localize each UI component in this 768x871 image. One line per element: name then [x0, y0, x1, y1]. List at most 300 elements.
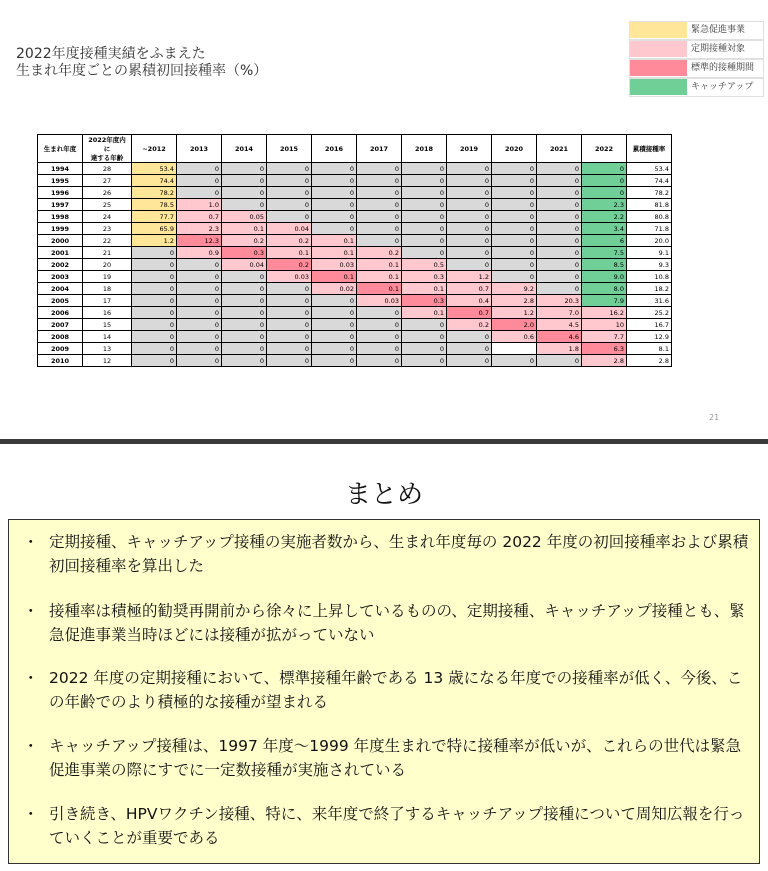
rate-cell: 0	[177, 259, 222, 271]
rate-cell: 0.04	[222, 259, 267, 271]
rate-cell: 0.04	[267, 223, 312, 235]
age-cell: 27	[83, 175, 132, 187]
rate-cell: 0	[312, 343, 357, 355]
cumulative-rate-cell: 80.8	[627, 211, 672, 223]
rate-cell: 0	[492, 211, 537, 223]
rate-cell: 0	[177, 283, 222, 295]
legend-swatch	[630, 41, 687, 57]
rate-cell: 0	[222, 271, 267, 283]
rate-cell: 0.1	[402, 307, 447, 319]
rate-cell: 0.03	[312, 259, 357, 271]
rate-cell: 0	[582, 187, 627, 199]
rate-cell: 8.5	[582, 259, 627, 271]
rate-cell: 0	[537, 247, 582, 259]
column-header: 2015	[267, 135, 312, 163]
vaccination-rate-table	[37, 134, 672, 367]
age-cell: 25	[83, 199, 132, 211]
rate-cell: 0	[132, 271, 177, 283]
rate-cell: 0	[312, 199, 357, 211]
rate-cell: 0	[267, 199, 312, 211]
rate-cell: 8.0	[582, 283, 627, 295]
rate-cell: 0.1	[267, 247, 312, 259]
legend-label: キャッチアップ	[691, 82, 754, 92]
column-header: 2014	[222, 135, 267, 163]
rate-cell: 0	[537, 223, 582, 235]
rate-cell: 7.9	[582, 295, 627, 307]
rate-cell: 0	[132, 247, 177, 259]
rate-cell: 0	[402, 355, 447, 367]
bullet-text: 定期接種、キャッチアップ接種の実施者数から、生まれ年度毎の 2022 年度の初回接種率および累積初回接種率を算出した	[49, 533, 749, 575]
legend-label: 標準的接種期間	[691, 63, 755, 73]
rate-cell: 2.3	[177, 223, 222, 235]
rate-cell: 4.5	[537, 319, 582, 331]
rate-cell: 77.7	[132, 211, 177, 223]
rate-cell: 0.02	[312, 283, 357, 295]
rate-cell: 0	[447, 163, 492, 175]
summary-title: まとめ	[344, 480, 423, 510]
rate-cell: 0	[447, 235, 492, 247]
rate-cell: 0	[132, 283, 177, 295]
rate-cell: 2.8	[492, 295, 537, 307]
rate-cell: 0	[402, 211, 447, 223]
rate-cell: 0	[402, 247, 447, 259]
column-header: 2020	[492, 135, 537, 163]
rate-cell: 0	[537, 283, 582, 295]
rate-cell: 65.9	[132, 223, 177, 235]
rate-cell: 2.0	[492, 319, 537, 331]
cumulative-rate-cell: 74.4	[627, 175, 672, 187]
bullet-dot: ・	[23, 533, 39, 551]
cumulative-rate-cell: 12.9	[627, 331, 672, 343]
bullet-text: キャッチアップ接種は、1997 年度～1999 年度生まれで特に接種率が低いが、これらの世代は緊急促進事業の際にすでに一定数接種が実施されている	[49, 737, 742, 779]
rate-cell: 0	[357, 163, 402, 175]
cumulative-rate-cell: 81.8	[627, 199, 672, 211]
rate-cell: 0.2	[357, 247, 402, 259]
legend	[629, 21, 764, 97]
rate-cell: 1.2	[132, 235, 177, 247]
rate-cell: 0.03	[267, 271, 312, 283]
birth-year-cell: 2010	[38, 355, 83, 367]
page-number: 21	[709, 413, 720, 422]
age-cell: 16	[83, 307, 132, 319]
birth-year-cell: 2005	[38, 295, 83, 307]
rate-cell: 0	[447, 199, 492, 211]
rate-cell: 0.7	[447, 307, 492, 319]
rate-cell: 0	[537, 259, 582, 271]
rate-cell: 0.1	[312, 235, 357, 247]
rate-cell: 0	[357, 187, 402, 199]
legend-item	[629, 21, 764, 40]
rate-cell: 0	[402, 199, 447, 211]
rate-cell: 4.6	[537, 331, 582, 343]
table-row	[38, 175, 672, 187]
rate-cell: 0	[447, 331, 492, 343]
rate-cell: 1.0	[177, 199, 222, 211]
rate-cell: 0	[222, 319, 267, 331]
rate-cell: 0	[492, 199, 537, 211]
rate-cell: 0	[222, 187, 267, 199]
rate-cell: 0	[177, 343, 222, 355]
rate-cell: 0	[492, 235, 537, 247]
table-body	[38, 163, 672, 367]
rate-cell: 6.3	[582, 343, 627, 355]
rate-cell: 0	[222, 199, 267, 211]
table-row	[38, 343, 672, 355]
rate-cell: 0	[222, 307, 267, 319]
age-cell: 19	[83, 271, 132, 283]
rate-cell: 0.03	[357, 295, 402, 307]
rate-cell: 1.2	[447, 271, 492, 283]
rate-cell: 0	[312, 175, 357, 187]
rate-cell: 0	[267, 319, 312, 331]
rate-cell: 0.2	[267, 235, 312, 247]
bullet-dot: ・	[23, 737, 39, 755]
rate-cell: 0	[267, 211, 312, 223]
rate-cell: 0	[402, 175, 447, 187]
rate-cell: 0	[312, 307, 357, 319]
rate-cell: 2.3	[582, 199, 627, 211]
rate-cell: 0	[492, 259, 537, 271]
rate-cell: 0	[222, 175, 267, 187]
rate-cell: 0	[447, 187, 492, 199]
age-cell: 21	[83, 247, 132, 259]
column-header: 2017	[357, 135, 402, 163]
rate-cell: 0	[132, 295, 177, 307]
birth-year-cell: 2004	[38, 283, 83, 295]
rate-cell: 1.8	[537, 343, 582, 355]
rate-cell: 0	[402, 235, 447, 247]
rate-cell: 0	[357, 211, 402, 223]
table-row	[38, 211, 672, 223]
rate-cell: 0	[537, 175, 582, 187]
rate-cell: 0	[447, 223, 492, 235]
cumulative-rate-cell: 31.6	[627, 295, 672, 307]
rate-cell: 0	[222, 343, 267, 355]
rate-cell: 0.5	[402, 259, 447, 271]
rate-cell: 0.2	[222, 235, 267, 247]
rate-cell: 0	[357, 175, 402, 187]
rate-cell: 0.1	[357, 283, 402, 295]
rate-cell: 0	[177, 187, 222, 199]
rate-cell: 0	[312, 331, 357, 343]
rate-cell: 0.1	[312, 271, 357, 283]
rate-cell: 0	[357, 319, 402, 331]
rate-cell: 0	[177, 331, 222, 343]
rate-cell: 0.7	[447, 283, 492, 295]
birth-year-cell: 1999	[38, 223, 83, 235]
rate-cell: 78.2	[132, 187, 177, 199]
rate-cell: 0	[312, 163, 357, 175]
table-row	[38, 235, 672, 247]
rate-cell: 1.2	[492, 307, 537, 319]
rate-cell: 0.1	[222, 223, 267, 235]
table-row	[38, 331, 672, 343]
bullet-text: 接種率は積極的勧奨再開前から徐々に上昇しているものの、定期接種、キャッチアップ接種とも、緊急促進事業当時ほどには接種が拡がっていない	[49, 602, 745, 644]
rate-cell: 16.2	[582, 307, 627, 319]
cumulative-rate-cell: 10.8	[627, 271, 672, 283]
rate-cell: 0	[132, 343, 177, 355]
rate-cell: 74.4	[132, 175, 177, 187]
age-cell: 22	[83, 235, 132, 247]
birth-year-cell: 2009	[38, 343, 83, 355]
rate-cell: 0	[267, 307, 312, 319]
table-row	[38, 259, 672, 271]
age-cell: 24	[83, 211, 132, 223]
rate-cell: 0	[537, 235, 582, 247]
title-line-2: 生まれ年度ごとの累積初回接種率（%）	[16, 63, 268, 79]
rate-cell: 0	[357, 235, 402, 247]
rate-cell: 0	[312, 355, 357, 367]
rate-cell: 0	[447, 211, 492, 223]
rate-cell: 3.4	[582, 223, 627, 235]
rate-cell: 0.3	[402, 295, 447, 307]
legend-item	[629, 59, 764, 78]
bullet-text: 引き続き、HPVワクチン接種、特に、来年度で終了するキャッチアップ接種について周知広報を行っていくことが重要である	[49, 805, 745, 847]
cumulative-rate-cell: 25.2	[627, 307, 672, 319]
rate-cell: 0	[447, 355, 492, 367]
rate-cell: 0	[357, 331, 402, 343]
age-cell: 14	[83, 331, 132, 343]
rate-cell: 0	[447, 259, 492, 271]
rate-cell: 0.1	[357, 271, 402, 283]
column-header: 2021	[537, 135, 582, 163]
table-row	[38, 295, 672, 307]
rate-cell: 0	[492, 223, 537, 235]
rate-cell: 7.5	[582, 247, 627, 259]
rate-cell: 0	[177, 319, 222, 331]
bullet-dot: ・	[23, 669, 39, 687]
rate-cell: 0	[222, 331, 267, 343]
rate-cell: 0	[267, 331, 312, 343]
rate-cell: 2.2	[582, 211, 627, 223]
rate-cell: 0	[492, 247, 537, 259]
birth-year-cell: 1997	[38, 199, 83, 211]
birth-year-cell: 2001	[38, 247, 83, 259]
age-cell: 12	[83, 355, 132, 367]
rate-cell: 0	[537, 211, 582, 223]
bullet-dot: ・	[23, 805, 39, 823]
column-header: 累積接種率	[627, 135, 672, 163]
slide-summary	[0, 444, 768, 871]
age-cell: 23	[83, 223, 132, 235]
rate-cell: 10	[582, 319, 627, 331]
rate-cell: 0.9	[177, 247, 222, 259]
legend-label: 定期接種対象	[691, 44, 746, 54]
legend-item	[629, 78, 764, 97]
birth-year-cell: 2003	[38, 271, 83, 283]
rate-cell: 0	[267, 343, 312, 355]
rate-cell: 0.7	[177, 211, 222, 223]
table-row	[38, 199, 672, 211]
rate-cell: 0	[582, 175, 627, 187]
rate-cell: 0	[447, 247, 492, 259]
rate-cell: 9.2	[492, 283, 537, 295]
rate-cell: 0	[537, 199, 582, 211]
rate-cell: 0	[312, 295, 357, 307]
column-header: 2016	[312, 135, 357, 163]
rate-cell: 0	[222, 163, 267, 175]
table-row	[38, 223, 672, 235]
rate-cell: 0	[537, 187, 582, 199]
rate-cell: 0	[222, 295, 267, 307]
rate-cell: 0	[267, 355, 312, 367]
rate-cell: 0	[492, 163, 537, 175]
cumulative-rate-cell: 78.2	[627, 187, 672, 199]
birth-year-cell: 2002	[38, 259, 83, 271]
summary-box	[8, 519, 760, 864]
rate-cell: 0	[267, 175, 312, 187]
age-cell: 17	[83, 295, 132, 307]
rate-cell: 0	[312, 211, 357, 223]
birth-year-cell: 2006	[38, 307, 83, 319]
rate-cell: 0	[537, 163, 582, 175]
rate-cell: 0	[402, 223, 447, 235]
rate-cell: 0	[177, 295, 222, 307]
rate-cell: 0	[402, 319, 447, 331]
rate-cell: 0	[132, 331, 177, 343]
column-header: 2019	[447, 135, 492, 163]
rate-cell: 0	[357, 343, 402, 355]
table-row	[38, 163, 672, 175]
rate-cell: 0	[537, 355, 582, 367]
rate-cell: 0.3	[402, 271, 447, 283]
legend-swatch	[630, 60, 687, 76]
column-header: 2018	[402, 135, 447, 163]
cumulative-rate-cell: 18.2	[627, 283, 672, 295]
rate-cell: 0	[492, 355, 537, 367]
rate-cell: 0	[402, 343, 447, 355]
birth-year-cell: 2000	[38, 235, 83, 247]
bullet-dot: ・	[23, 602, 39, 620]
birth-year-cell: 1995	[38, 175, 83, 187]
rate-cell: 0	[402, 331, 447, 343]
slide-title	[16, 46, 267, 80]
cumulative-rate-cell: 9.3	[627, 259, 672, 271]
rate-cell	[492, 343, 537, 355]
cumulative-rate-cell: 2.8	[627, 355, 672, 367]
rate-cell: 0.6	[492, 331, 537, 343]
rate-cell: 0	[267, 283, 312, 295]
cumulative-rate-cell: 8.1	[627, 343, 672, 355]
rate-cell: 0	[177, 175, 222, 187]
rate-cell: 0	[357, 307, 402, 319]
rate-cell: 53.4	[132, 163, 177, 175]
table-row	[38, 283, 672, 295]
rate-cell: 0.4	[447, 295, 492, 307]
rate-cell: 0	[267, 163, 312, 175]
rate-cell: 0	[357, 223, 402, 235]
rate-cell: 0	[132, 259, 177, 271]
bullet-text: 2022 年度の定期接種において、標準接種年齢である 13 歳になる年度での接種率が低く、今後、この年齢でのより積極的な接種が望まれる	[49, 669, 743, 711]
rate-cell: 0	[312, 223, 357, 235]
rate-cell: 0	[177, 355, 222, 367]
rate-cell: 0	[402, 163, 447, 175]
rate-cell: 2.8	[582, 355, 627, 367]
column-header: 2013	[177, 135, 222, 163]
rate-cell: 0	[582, 163, 627, 175]
cumulative-rate-cell: 53.4	[627, 163, 672, 175]
rate-cell: 0	[492, 271, 537, 283]
rate-cell: 0.2	[447, 319, 492, 331]
rate-cell: 0	[402, 187, 447, 199]
rate-cell: 0	[312, 187, 357, 199]
table-row	[38, 355, 672, 367]
rate-cell: 6	[582, 235, 627, 247]
rate-cell: 0.1	[357, 259, 402, 271]
rate-cell: 0.05	[222, 211, 267, 223]
rate-cell: 0	[357, 355, 402, 367]
age-cell: 20	[83, 259, 132, 271]
rate-cell: 0	[222, 283, 267, 295]
table-header-row	[38, 135, 672, 163]
legend-swatch	[630, 22, 687, 38]
column-header: 生まれ年度	[38, 135, 83, 163]
table-row	[38, 271, 672, 283]
rate-cell: 0.1	[402, 283, 447, 295]
rate-cell: 0.3	[222, 247, 267, 259]
table-row	[38, 187, 672, 199]
rate-cell: 0	[267, 187, 312, 199]
rate-cell: 0	[492, 175, 537, 187]
rate-cell: 0	[132, 319, 177, 331]
rate-cell: 0.1	[312, 247, 357, 259]
age-cell: 15	[83, 319, 132, 331]
age-cell: 13	[83, 343, 132, 355]
rate-cell: 0	[537, 271, 582, 283]
rate-cell: 0	[132, 307, 177, 319]
rate-cell: 0	[132, 355, 177, 367]
rate-cell: 0	[177, 271, 222, 283]
rate-cell: 7.7	[582, 331, 627, 343]
legend-label: 緊急促進事業	[691, 25, 746, 35]
rate-cell: 0.2	[267, 259, 312, 271]
birth-year-cell: 1996	[38, 187, 83, 199]
birth-year-cell: 2008	[38, 331, 83, 343]
rate-cell: 0	[177, 307, 222, 319]
cumulative-rate-cell: 71.8	[627, 223, 672, 235]
column-header: ~2012	[132, 135, 177, 163]
rate-cell: 78.5	[132, 199, 177, 211]
cumulative-rate-cell: 16.7	[627, 319, 672, 331]
rate-cell: 0	[492, 187, 537, 199]
legend-swatch	[630, 79, 687, 95]
column-header: 2022年度内に 達する年齢	[83, 135, 132, 163]
legend-item	[629, 40, 764, 59]
table-row	[38, 247, 672, 259]
rate-cell: 12.3	[177, 235, 222, 247]
rate-cell: 20.3	[537, 295, 582, 307]
table-row	[38, 307, 672, 319]
cumulative-rate-cell: 9.1	[627, 247, 672, 259]
rate-cell: 0	[222, 355, 267, 367]
rate-cell: 0	[312, 319, 357, 331]
rate-cell: 7.0	[537, 307, 582, 319]
title-line-1: 2022年度接種実績をふまえた	[16, 46, 206, 62]
birth-year-cell: 2007	[38, 319, 83, 331]
cumulative-rate-cell: 20.0	[627, 235, 672, 247]
age-cell: 18	[83, 283, 132, 295]
age-cell: 28	[83, 163, 132, 175]
table-row	[38, 319, 672, 331]
rate-cell: 0	[177, 163, 222, 175]
rate-cell: 0	[267, 295, 312, 307]
rate-cell: 0	[357, 199, 402, 211]
column-header: 2022	[582, 135, 627, 163]
rate-cell: 0	[447, 343, 492, 355]
birth-year-cell: 1998	[38, 211, 83, 223]
age-cell: 26	[83, 187, 132, 199]
rate-cell: 9.0	[582, 271, 627, 283]
